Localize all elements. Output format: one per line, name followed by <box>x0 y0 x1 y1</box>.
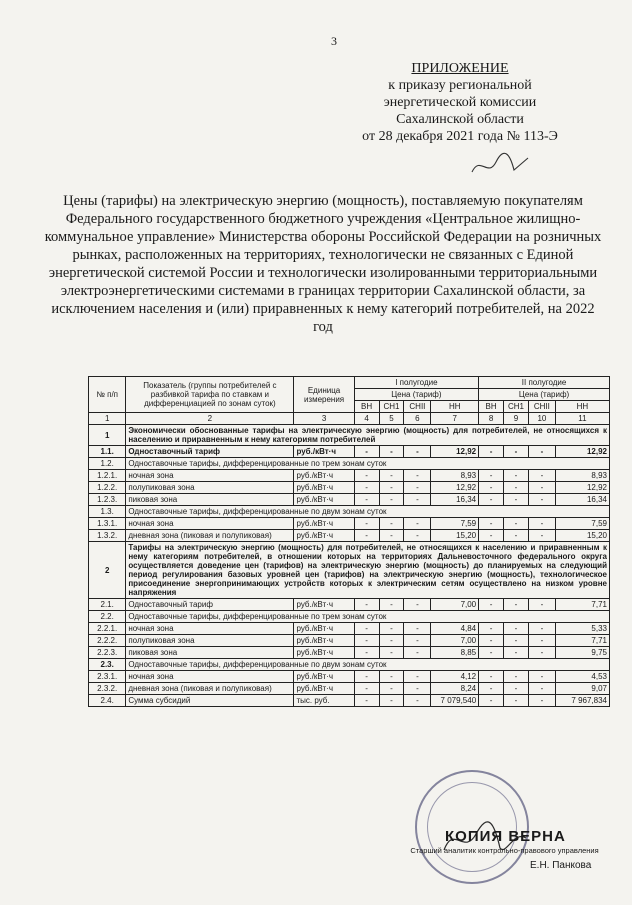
row-unit: руб./кВт·ч <box>294 647 354 659</box>
page-number: 3 <box>331 34 337 48</box>
tariff-value: - <box>354 671 379 683</box>
tariff-value: - <box>479 671 504 683</box>
tariff-value: - <box>354 647 379 659</box>
section-label: Экономически обоснованные тарифы на электрическую энергию (мощность) для потребителей, не относящихся к населению и приравненным к нему категориям потребителей <box>126 425 610 446</box>
row-number: 2 <box>89 542 126 599</box>
table-row <box>89 542 610 599</box>
tariff-value: - <box>528 530 555 542</box>
row-number: 1.2.1. <box>89 470 126 482</box>
row-label: дневная зона (пиковая и полупиковая) <box>126 683 294 695</box>
tariff-value: - <box>528 671 555 683</box>
group-label: Одноставочные тарифы, дифференцированные по двум зонам суток <box>126 659 610 671</box>
row-label: ночная зона <box>126 518 294 530</box>
tariff-value: - <box>528 482 555 494</box>
tariff-value: - <box>504 683 529 695</box>
header-unit: Единица измерения <box>294 377 354 413</box>
tariff-value: - <box>354 695 379 707</box>
tariff-value: 7,71 <box>555 635 609 647</box>
appendix-line: к приказу региональной <box>388 78 532 93</box>
row-label: дневная зона (пиковая и полупиковая) <box>126 530 294 542</box>
row-number: 2.1. <box>89 599 126 611</box>
row-number: 2.3. <box>89 659 126 671</box>
tariff-value: - <box>528 647 555 659</box>
table-row <box>89 611 610 623</box>
header-level: НН <box>431 401 479 413</box>
tariff-value: - <box>354 446 379 458</box>
tariff-value: - <box>404 470 431 482</box>
tariff-value: - <box>379 671 404 683</box>
tariff-value: - <box>479 446 504 458</box>
tariff-value: 7,00 <box>431 599 479 611</box>
tariff-value: 7 079,540 <box>431 695 479 707</box>
row-label: ночная зона <box>126 671 294 683</box>
tariff-value: - <box>528 695 555 707</box>
row-unit: руб./кВт·ч <box>294 623 354 635</box>
column-number: 3 <box>294 413 354 425</box>
row-label: ночная зона <box>126 623 294 635</box>
certifier-name: Е.Н. Панкова <box>530 860 592 871</box>
tariff-value: - <box>379 683 404 695</box>
tariff-value: - <box>354 470 379 482</box>
tariff-value: - <box>504 470 529 482</box>
header-level: СНII <box>528 401 555 413</box>
tariff-value: - <box>379 530 404 542</box>
table-row <box>89 635 610 647</box>
appendix-block <box>330 60 590 145</box>
row-unit: руб./кВт·ч <box>294 494 354 506</box>
tariff-value: 12,92 <box>555 446 609 458</box>
header-level: СНII <box>404 401 431 413</box>
tariff-value: - <box>354 599 379 611</box>
appendix-line: Сахалинской области <box>396 112 524 127</box>
tariff-value: 7,71 <box>555 599 609 611</box>
table-row <box>89 506 610 518</box>
tariff-value: - <box>504 599 529 611</box>
tariff-value: - <box>528 599 555 611</box>
tariff-value: - <box>354 683 379 695</box>
tariff-value: - <box>528 446 555 458</box>
table-row <box>89 482 610 494</box>
row-number: 2.2.3. <box>89 647 126 659</box>
tariff-value: 8,93 <box>431 470 479 482</box>
tariff-value: 4,53 <box>555 671 609 683</box>
tariff-value: 12,92 <box>555 482 609 494</box>
row-unit: руб./кВт·ч <box>294 599 354 611</box>
row-unit: тыс. руб. <box>294 695 354 707</box>
row-number: 1.2.3. <box>89 494 126 506</box>
column-number: 4 <box>354 413 379 425</box>
tariff-value: - <box>479 695 504 707</box>
tariff-value: - <box>404 494 431 506</box>
row-unit: руб./кВт·ч <box>294 671 354 683</box>
tariff-value: 7 967,834 <box>555 695 609 707</box>
tariff-value: - <box>379 623 404 635</box>
tariff-value: - <box>379 599 404 611</box>
tariff-value: - <box>479 635 504 647</box>
tariff-value: - <box>479 599 504 611</box>
tariff-value: - <box>354 518 379 530</box>
tariff-value: 12,92 <box>431 446 479 458</box>
table-row <box>89 494 610 506</box>
row-number: 2.2.1. <box>89 623 126 635</box>
row-label: полупиковая зона <box>126 635 294 647</box>
tariff-value: 9,75 <box>555 647 609 659</box>
row-label: полупиковая зона <box>126 482 294 494</box>
row-number: 1 <box>89 425 126 446</box>
tariff-value: 5,33 <box>555 623 609 635</box>
table-row <box>89 683 610 695</box>
row-label: пиковая зона <box>126 494 294 506</box>
tariff-value: 8,24 <box>431 683 479 695</box>
table-row <box>89 599 610 611</box>
column-number: 1 <box>89 413 126 425</box>
tariff-value: - <box>379 695 404 707</box>
header-level: ВН <box>479 401 504 413</box>
tariff-value: 4,84 <box>431 623 479 635</box>
row-number: 1.1. <box>89 446 126 458</box>
tariff-value: - <box>404 599 431 611</box>
tariff-value: - <box>379 494 404 506</box>
row-label: ночная зона <box>126 470 294 482</box>
row-number: 1.3. <box>89 506 126 518</box>
tariff-value: - <box>504 494 529 506</box>
tariff-value: 15,20 <box>431 530 479 542</box>
tariff-value: 7,00 <box>431 635 479 647</box>
header-level: СН1 <box>379 401 404 413</box>
table-row <box>89 623 610 635</box>
tariff-value: - <box>354 494 379 506</box>
tariff-value: - <box>354 530 379 542</box>
column-number: 7 <box>431 413 479 425</box>
tariff-value: - <box>404 482 431 494</box>
header-level: ВН <box>354 401 379 413</box>
row-number: 1.2.2. <box>89 482 126 494</box>
row-unit: руб./кВт·ч <box>294 530 354 542</box>
row-label: пиковая зона <box>126 647 294 659</box>
tariff-value: - <box>528 623 555 635</box>
tariff-value: 12,92 <box>431 482 479 494</box>
tariff-value: - <box>504 623 529 635</box>
tariff-value: - <box>404 683 431 695</box>
tariff-value: - <box>504 518 529 530</box>
column-number: 5 <box>379 413 404 425</box>
row-unit: руб./кВт·ч <box>294 518 354 530</box>
tariff-value: 7,59 <box>431 518 479 530</box>
appendix-line: энергетической комиссии <box>383 95 537 110</box>
column-number: 10 <box>528 413 555 425</box>
row-unit: руб./кВт·ч <box>294 635 354 647</box>
tariff-value: - <box>479 494 504 506</box>
row-unit: руб./кВт·ч <box>294 683 354 695</box>
tariff-value: 7,59 <box>555 518 609 530</box>
table-row <box>89 446 610 458</box>
tariff-table <box>88 376 610 707</box>
tariff-value: - <box>379 635 404 647</box>
tariff-value: - <box>479 647 504 659</box>
tariff-value: - <box>528 494 555 506</box>
tariff-value: - <box>404 530 431 542</box>
row-number: 1.3.2. <box>89 530 126 542</box>
tariff-value: - <box>404 695 431 707</box>
tariff-value: - <box>479 482 504 494</box>
tariff-value: 15,20 <box>555 530 609 542</box>
row-label: Одноставочный тариф <box>126 446 294 458</box>
row-number: 1.3.1. <box>89 518 126 530</box>
tariff-value: - <box>528 518 555 530</box>
table-row <box>89 518 610 530</box>
column-number: 6 <box>404 413 431 425</box>
table-row <box>89 470 610 482</box>
tariff-value: - <box>504 695 529 707</box>
column-number: 8 <box>479 413 504 425</box>
table-row <box>89 671 610 683</box>
tariff-value: 4,12 <box>431 671 479 683</box>
header-level: СН1 <box>504 401 529 413</box>
tariff-value: - <box>354 482 379 494</box>
header-price-2: Цена (тариф) <box>479 389 610 401</box>
tariff-value: - <box>379 470 404 482</box>
tariff-value: - <box>404 623 431 635</box>
tariff-value: - <box>379 647 404 659</box>
column-number: 11 <box>555 413 609 425</box>
header-price-1: Цена (тариф) <box>354 389 479 401</box>
table-row <box>89 530 610 542</box>
row-number: 2.2. <box>89 611 126 623</box>
tariff-table-body <box>89 425 610 707</box>
tariff-value: - <box>379 518 404 530</box>
table-row <box>89 695 610 707</box>
tariff-value: - <box>404 635 431 647</box>
tariff-value: - <box>504 530 529 542</box>
header-num: № п/п <box>89 377 126 413</box>
tariff-value: 16,34 <box>555 494 609 506</box>
row-number: 2.3.2. <box>89 683 126 695</box>
section-label: Тарифы на электрическую энергию (мощность) для потребителей, не относящихся к населению и приравненным к нему категориям потребителей, в отношении которых на территориях Дальневосточного федерального округа осуществляется доведение цен (тарифов) на электрическую энергию (мощность) до планируемых на следующий период регулирования базовых уровней цен (тарифов) на электрическую энергию (мощность), технологическое присоединение энергопринимающих устройств которых к электрическим сетям осуществлено на низком уровне напряжения <box>126 542 610 599</box>
column-number: 9 <box>504 413 529 425</box>
tariff-value: - <box>479 683 504 695</box>
tariff-value: - <box>354 623 379 635</box>
row-label: Сумма субсидий <box>126 695 294 707</box>
certified-copy-label: КОПИЯ ВЕРНА <box>445 828 566 845</box>
tariff-value: - <box>379 446 404 458</box>
group-label: Одноставочные тарифы, дифференцированные по трем зонам суток <box>126 611 610 623</box>
tariff-value: 9,07 <box>555 683 609 695</box>
tariff-value: - <box>479 623 504 635</box>
tariff-value: 8,85 <box>431 647 479 659</box>
tariff-value: - <box>528 635 555 647</box>
table-row <box>89 659 610 671</box>
header-indicator: Показатель (группы потребителей с разбивкой тарифа по ставкам и дифференциацией по зонам суток) <box>126 377 294 413</box>
table-row <box>89 458 610 470</box>
header-level: НН <box>555 401 609 413</box>
tariff-value: - <box>504 482 529 494</box>
appendix-signature-icon <box>470 150 530 180</box>
group-label: Одноставочные тарифы, дифференцированные по трем зонам суток <box>126 458 610 470</box>
tariff-value: 8,93 <box>555 470 609 482</box>
row-label: Одноставочный тариф <box>126 599 294 611</box>
document-title: Цены (тарифы) на электрическую энергию (мощность), поставляемую покупателям Федерального государственного бюджетного учреждения «Центральное жилищно-коммунальное управление» Министерства обороны Российской Федерации на розничных рынках, расположенных на территориях, технологически не связанных с Единой энергетической системой России и технологически изолированными территориальными электроэнергетическими системами в границах территории Сахалинской области, за исключением населения и (или) приравненных к нему категорий потребителей, на 2022 год <box>44 193 602 335</box>
tariff-value: - <box>528 683 555 695</box>
header-half-2: II полугодие <box>479 377 610 389</box>
header-half-1: I полугодие <box>354 377 479 389</box>
row-number: 1.2. <box>89 458 126 470</box>
tariff-value: - <box>504 671 529 683</box>
tariff-value: - <box>504 635 529 647</box>
tariff-value: - <box>404 518 431 530</box>
appendix-heading: ПРИЛОЖЕНИЕ <box>411 61 509 76</box>
group-label: Одноставочные тарифы, дифференцированные по двум зонам суток <box>126 506 610 518</box>
tariff-value: - <box>504 446 529 458</box>
tariff-value: - <box>479 470 504 482</box>
table-row <box>89 647 610 659</box>
tariff-value: - <box>504 647 529 659</box>
row-unit: руб./кВт·ч <box>294 446 354 458</box>
certifier-role: Старший аналитик контрольно-правового управления <box>410 846 599 855</box>
tariff-value: - <box>479 518 504 530</box>
row-number: 2.2.2. <box>89 635 126 647</box>
tariff-value: - <box>404 671 431 683</box>
tariff-value: - <box>404 647 431 659</box>
appendix-line: от 28 декабря 2021 года № 113-Э <box>362 129 558 144</box>
tariff-value: - <box>354 635 379 647</box>
tariff-value: 16,34 <box>431 494 479 506</box>
column-number: 2 <box>126 413 294 425</box>
tariff-value: - <box>379 482 404 494</box>
tariff-value: - <box>528 470 555 482</box>
table-row <box>89 425 610 446</box>
tariff-value: - <box>479 530 504 542</box>
row-unit: руб./кВт·ч <box>294 482 354 494</box>
row-number: 2.3.1. <box>89 671 126 683</box>
tariff-value: - <box>404 446 431 458</box>
row-number: 2.4. <box>89 695 126 707</box>
row-unit: руб./кВт·ч <box>294 470 354 482</box>
